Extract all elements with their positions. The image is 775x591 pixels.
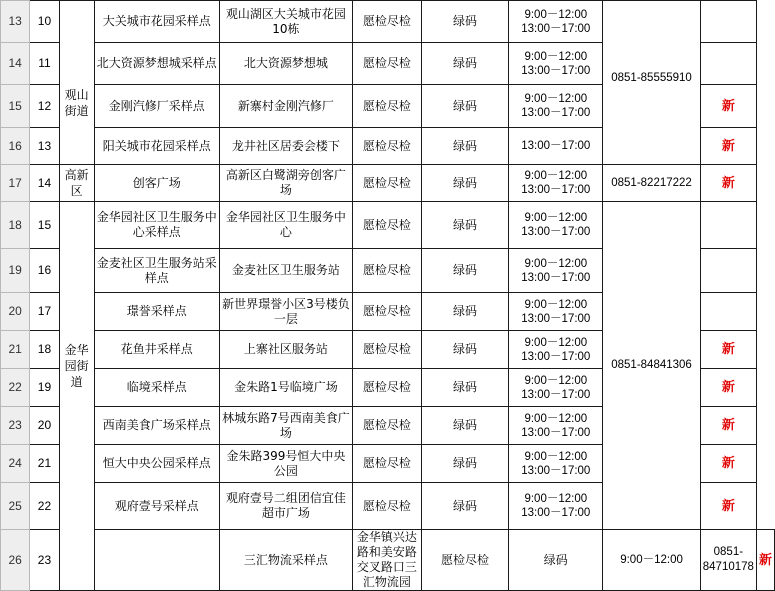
- address-cell: 新世界璟誉小区3号楼负一层: [219, 293, 352, 331]
- time-am: 9:00－12:00: [524, 93, 588, 105]
- time-pm: 13:00－17:00: [521, 271, 591, 284]
- row-number[interactable]: 19: [1, 249, 30, 293]
- time-pm: 13:00－17:00: [521, 226, 591, 238]
- seq-cell: 10: [30, 1, 59, 43]
- seq-cell: 20: [30, 407, 59, 445]
- row-number[interactable]: 15: [1, 85, 30, 128]
- time-am: 9:00－12:00: [524, 412, 588, 425]
- time-am: 9:00－12:00: [524, 493, 588, 505]
- time-pm: 13:00－17:00: [521, 107, 591, 119]
- phone-cell: 0851-84710178: [700, 530, 756, 591]
- code-cell: 绿码: [421, 445, 509, 483]
- scope-cell: 愿检尽检: [353, 85, 422, 128]
- time-am: 9:00－12:00: [620, 554, 683, 566]
- scope-cell: 愿检尽检: [353, 202, 422, 249]
- code-cell: 绿码: [421, 369, 509, 407]
- table-row: [1, 202, 775, 249]
- seq-cell: 22: [30, 483, 59, 530]
- row-number[interactable]: 16: [1, 128, 30, 165]
- time-cell: [509, 369, 603, 407]
- row-number[interactable]: 13: [1, 1, 30, 43]
- time-cell: [509, 407, 603, 445]
- phone-cell: 0851-84841306: [603, 202, 700, 530]
- new-mark: [700, 249, 756, 293]
- time-am: 9:00－12:00: [524, 8, 588, 21]
- address-cell: 上寨社区服务站: [219, 331, 352, 369]
- table-row: [1, 530, 775, 591]
- time-am: 9:00－12:00: [524, 50, 588, 63]
- site-cell: 阳关城市花园采样点: [94, 128, 219, 165]
- scope-cell: 愿检尽检: [353, 293, 422, 331]
- time-am: 9:00－12:00: [524, 257, 588, 270]
- seq-cell: 23: [30, 530, 59, 591]
- row-number[interactable]: 17: [1, 165, 30, 202]
- new-mark: 新: [700, 407, 756, 445]
- scope-cell: 愿检尽检: [353, 1, 422, 43]
- time-pm: 13:00－17:00: [521, 426, 591, 439]
- seq-cell: 12: [30, 85, 59, 128]
- row-number[interactable]: 25: [1, 483, 30, 530]
- time-pm: 13:00－17:00: [521, 507, 591, 519]
- new-mark: 新: [700, 128, 756, 165]
- scope-cell: 愿检尽检: [353, 369, 422, 407]
- street-cell-blank: [94, 530, 219, 591]
- new-mark: [700, 1, 756, 43]
- new-mark: 新: [700, 483, 756, 530]
- seq-cell: 16: [30, 249, 59, 293]
- seq-cell: 19: [30, 369, 59, 407]
- site-cell: 观府壹号采样点: [94, 483, 219, 530]
- row-number[interactable]: 21: [1, 331, 30, 369]
- site-cell: 临境采样点: [94, 369, 219, 407]
- new-mark: [700, 202, 756, 249]
- code-cell: 绿码: [421, 1, 509, 43]
- row-number[interactable]: 18: [1, 202, 30, 249]
- new-mark: 新: [700, 445, 756, 483]
- code-cell: 绿码: [421, 293, 509, 331]
- time-pm: 13:00－17:00: [521, 140, 591, 152]
- time-pm: 13:00－17:00: [521, 350, 591, 363]
- code-cell: 绿码: [509, 530, 603, 591]
- site-cell: 创客广场: [94, 165, 219, 202]
- address-cell: 观山湖区大关城市花园10栋: [219, 1, 352, 43]
- code-cell: 绿码: [421, 407, 509, 445]
- table-row: [1, 43, 775, 85]
- time-cell: [509, 165, 603, 202]
- time-cell: [509, 85, 603, 128]
- address-cell: 金华园社区卫生服务中心: [219, 202, 352, 249]
- scope-cell: 愿检尽检: [353, 249, 422, 293]
- row-number[interactable]: 23: [1, 407, 30, 445]
- new-mark: 新: [700, 331, 756, 369]
- new-mark: 新: [700, 85, 756, 128]
- street-cell: 金华园街道: [59, 202, 94, 591]
- phone-cell: 0851-85555910: [603, 43, 700, 165]
- address-cell: 北大资源梦想城: [219, 43, 352, 85]
- new-mark: 新: [700, 165, 756, 202]
- time-am: 9:00－12:00: [524, 298, 588, 311]
- code-cell: 绿码: [421, 483, 509, 530]
- site-cell: 北大资源梦想城采样点: [94, 43, 219, 85]
- time-pm: 13:00－17:00: [521, 312, 591, 325]
- code-cell: 绿码: [421, 85, 509, 128]
- new-mark: 新: [756, 530, 774, 591]
- time-am: 9:00－12:00: [524, 374, 588, 387]
- street-cell: 观山街道: [59, 43, 94, 165]
- time-cell: [603, 530, 700, 591]
- site-cell: 大关城市花园采样点: [94, 1, 219, 43]
- site-cell: 金刚汽修厂采样点: [94, 85, 219, 128]
- time-cell: [509, 483, 603, 530]
- seq-cell: 17: [30, 293, 59, 331]
- address-cell: 新寨村金刚汽修厂: [219, 85, 352, 128]
- time-cell: [509, 293, 603, 331]
- new-mark: 新: [700, 369, 756, 407]
- address-cell: 金华镇兴达路和美安路交叉路口三汇物流园: [353, 530, 422, 591]
- new-mark: [700, 293, 756, 331]
- time-am: 9:00－12:00: [524, 170, 588, 182]
- seq-cell: 14: [30, 165, 59, 202]
- scope-cell: 愿检尽检: [353, 331, 422, 369]
- seq-cell: 11: [30, 43, 59, 85]
- street-cell-blank: [59, 1, 94, 43]
- table-body: [1, 1, 775, 591]
- seq-cell: 15: [30, 202, 59, 249]
- row-number[interactable]: 14: [1, 43, 30, 85]
- time-am: 9:00－12:00: [524, 212, 588, 224]
- new-mark: [700, 43, 756, 85]
- scope-cell: 愿检尽检: [353, 445, 422, 483]
- scope-cell: 愿检尽检: [421, 530, 509, 591]
- table-row: [1, 1, 775, 43]
- time-cell: [509, 331, 603, 369]
- phone-cell: 0851-82217222: [603, 165, 700, 202]
- code-cell: 绿码: [421, 165, 509, 202]
- address-cell: 观府壹号二组团信宜佳超市广场: [219, 483, 352, 530]
- code-cell: 绿码: [421, 249, 509, 293]
- time-cell: [509, 202, 603, 249]
- time-cell: [509, 445, 603, 483]
- table-row: [1, 165, 775, 202]
- time-cell: [509, 128, 603, 165]
- code-cell: 绿码: [421, 128, 509, 165]
- seq-cell: 21: [30, 445, 59, 483]
- scope-cell: 愿检尽检: [353, 165, 422, 202]
- row-number[interactable]: 26: [1, 530, 30, 591]
- site-cell: 花鱼井采样点: [94, 331, 219, 369]
- address-cell: 金朱路1号临境广场: [219, 369, 352, 407]
- time-am: 9:00－12:00: [524, 450, 588, 463]
- seq-cell: 13: [30, 128, 59, 165]
- time-pm: 13:00－17:00: [521, 388, 591, 401]
- row-number[interactable]: 22: [1, 369, 30, 407]
- code-cell: 绿码: [421, 43, 509, 85]
- site-cell: 西南美食广场采样点: [94, 407, 219, 445]
- site-cell: 三汇物流采样点: [219, 530, 352, 591]
- time-cell: [509, 1, 603, 43]
- scope-cell: 愿检尽检: [353, 407, 422, 445]
- address-cell: 高新区白鹭湖旁创客广场: [219, 165, 352, 202]
- scope-cell: 愿检尽检: [353, 483, 422, 530]
- address-cell: 金麦社区卫生服务站: [219, 249, 352, 293]
- seq-cell: 18: [30, 331, 59, 369]
- time-am: 9:00－12:00: [524, 336, 588, 349]
- time-cell: [509, 43, 603, 85]
- time-pm: 13:00－17:00: [521, 64, 591, 77]
- row-number[interactable]: 24: [1, 445, 30, 483]
- street-cell: 高新区: [59, 165, 94, 202]
- phone-cell-blank: [603, 1, 700, 43]
- site-cell: 金麦社区卫生服务站采样点: [94, 249, 219, 293]
- code-cell: 绿码: [421, 331, 509, 369]
- address-cell: 林城东路7号西南美食广场: [219, 407, 352, 445]
- row-number[interactable]: 20: [1, 293, 30, 331]
- address-cell: 金朱路399号恒大中央公园: [219, 445, 352, 483]
- site-cell: 璟誉采样点: [94, 293, 219, 331]
- scope-cell: 愿检尽检: [353, 128, 422, 165]
- time-cell: [509, 249, 603, 293]
- site-cell: 恒大中央公园采样点: [94, 445, 219, 483]
- code-cell: 绿码: [421, 202, 509, 249]
- time-pm: 13:00－17:00: [521, 22, 591, 35]
- time-pm: 13:00－17:00: [521, 464, 591, 477]
- scope-cell: 愿检尽检: [353, 43, 422, 85]
- address-cell: 龙井社区居委会楼下: [219, 128, 352, 165]
- time-pm: 13:00－17:00: [521, 184, 591, 196]
- site-cell: 金华园社区卫生服务中心采样点: [94, 202, 219, 249]
